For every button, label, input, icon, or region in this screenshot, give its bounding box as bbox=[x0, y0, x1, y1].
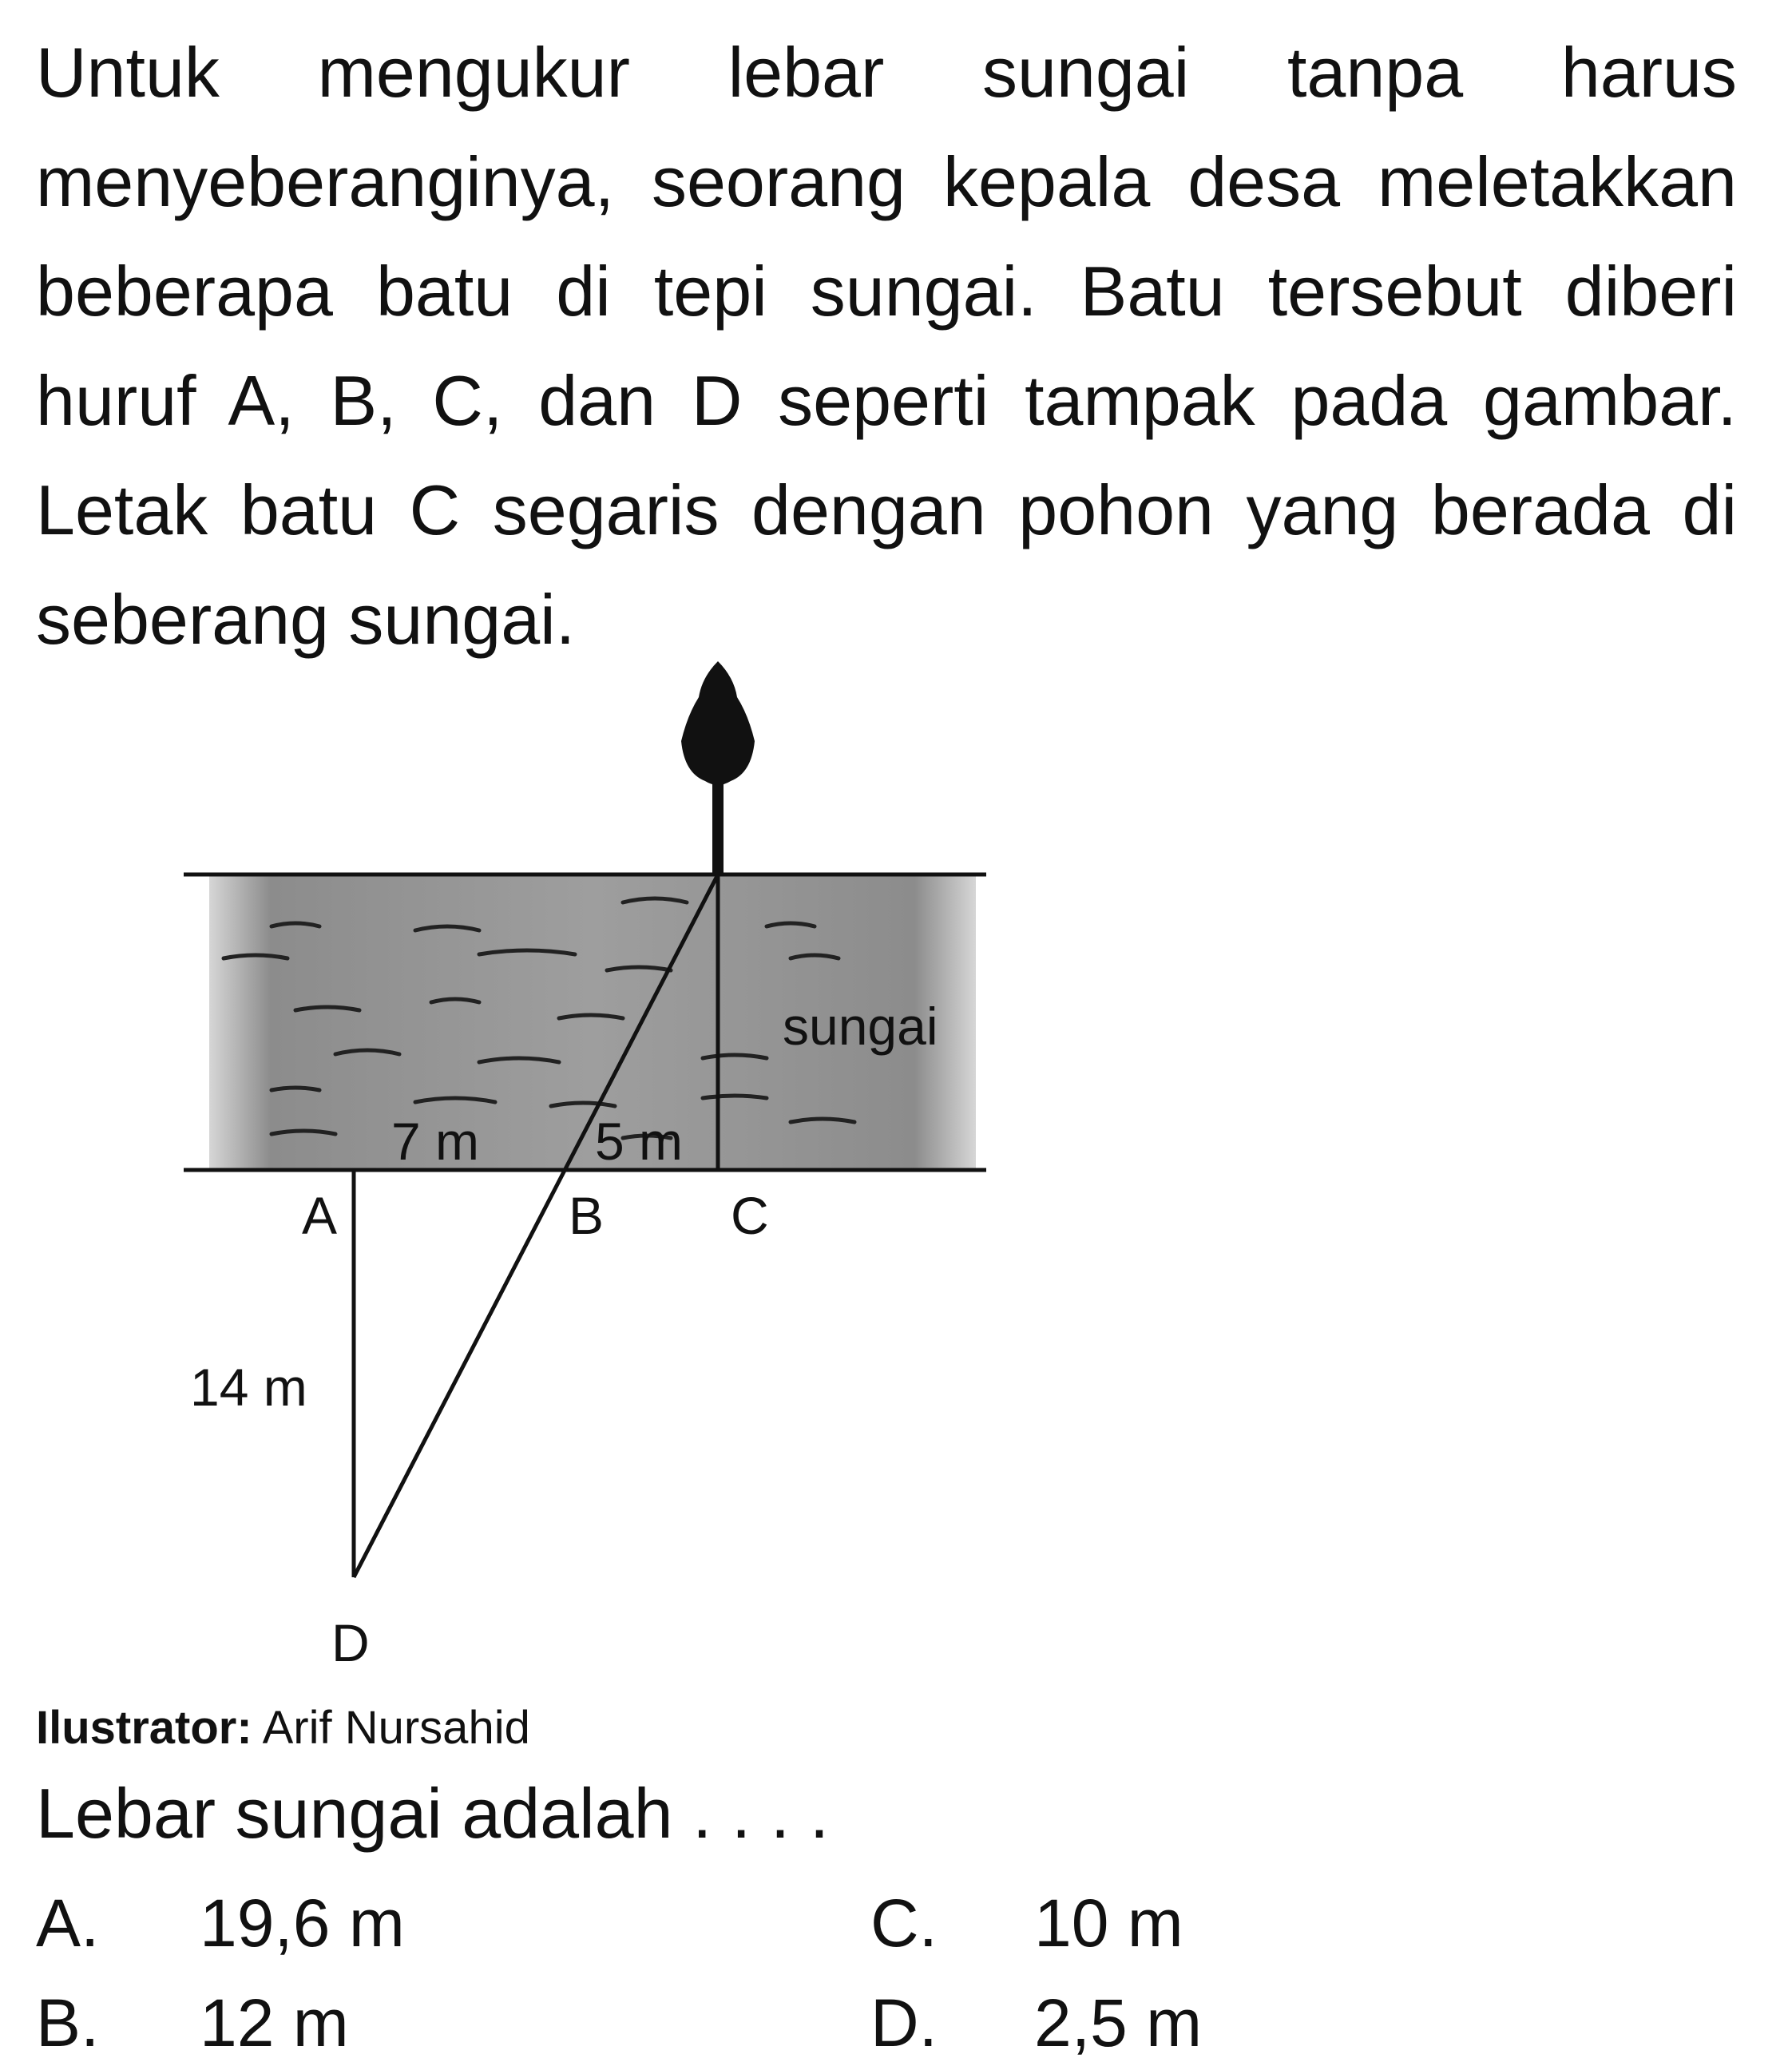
option-b[interactable] bbox=[36, 1985, 349, 2062]
option-b-letter: B. bbox=[36, 1985, 100, 2060]
question-text: Lebar sungai adalah . . . . bbox=[36, 1774, 830, 1853]
point-a-label: A bbox=[302, 1186, 338, 1245]
point-d-label: D bbox=[331, 1613, 370, 1672]
illustrator-credit bbox=[36, 1701, 530, 1755]
option-d-value: 2,5 m bbox=[1034, 1985, 1203, 2060]
option-c-value: 10 m bbox=[1034, 1886, 1183, 1961]
ad-length-label: 14 m bbox=[190, 1358, 307, 1417]
option-d-letter: D. bbox=[870, 1985, 938, 2060]
point-c-label: C bbox=[731, 1186, 769, 1245]
tree-icon bbox=[681, 661, 755, 874]
option-c[interactable] bbox=[870, 1885, 1183, 1962]
credit-label: Ilustrator: bbox=[36, 1702, 252, 1754]
option-a[interactable] bbox=[36, 1885, 405, 1962]
ab-length-label: 7 m bbox=[391, 1112, 480, 1171]
option-d[interactable] bbox=[870, 1985, 1202, 2062]
option-a-value: 19,6 m bbox=[200, 1886, 405, 1961]
option-c-letter: C. bbox=[870, 1886, 938, 1961]
point-b-label: B bbox=[569, 1186, 605, 1245]
option-a-letter: A. bbox=[36, 1886, 100, 1961]
option-b-value: 12 m bbox=[200, 1985, 349, 2060]
problem-text: Untuk mengukur lebar sungai tanpa harus menyeberanginya, seorang kepala desa meletakkan beberapa batu di tepi sungai. Batu tersebut diberi huruf A, B, C, dan D seperti tampak pada gambar. Letak batu C segaris dengan pohon yang berada di seberang sungai. bbox=[36, 33, 1737, 659]
bc-length-label: 5 m bbox=[595, 1112, 684, 1171]
credit-name: Arif Nursahid bbox=[262, 1702, 530, 1754]
river-label: sungai bbox=[783, 997, 938, 1056]
